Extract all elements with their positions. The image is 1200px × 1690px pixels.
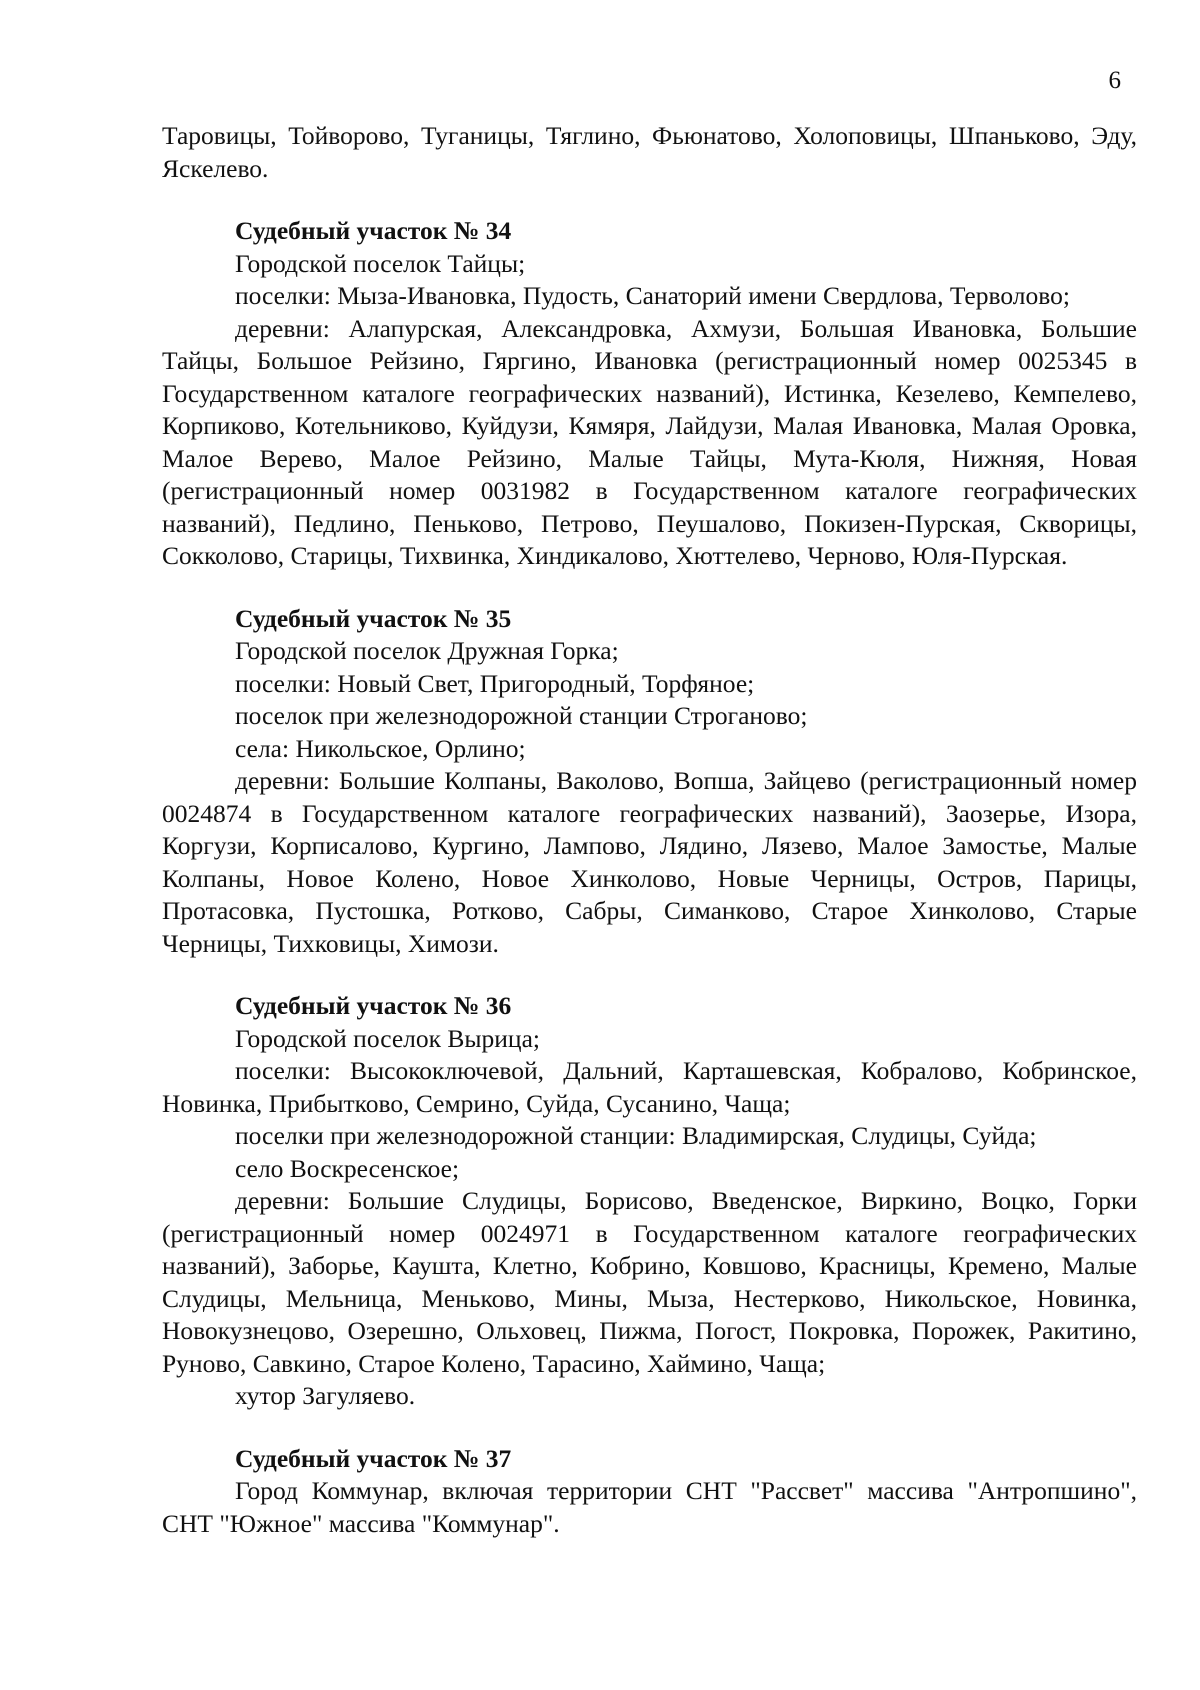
paragraph: поселки: Новый Свет, Пригородный, Торфяное; bbox=[235, 668, 755, 698]
paragraph: деревни: Алапурская, Александровка, Ахмузи, Большая Ивановка, Большие Тайцы, Большое Рейзино, Гяргино, Ивановка (регистрационный номер 0025345 в Государственном каталоге географических названий), Истинка, Кезелево, Кемпелево, Корпиково, Котельниково, Куйдузи, Кямяря, Лайдузи, Малая Ивановка, Малая Оровка, Малое Верево, Малое Рейзино, Малые Тайцы, Мута-Кюля, Нижняя, Новая (регистрационный номер 0031982 в Государственном каталоге географических названий), Педлино, Пеньково, Петрово, Пеушалово, Покизен-Пурская, Скворицы, Сокколово, Старицы, Тихвинка, Хиндикалово, Хюттелево, Черново, Юля-Пурская. bbox=[162, 313, 1137, 570]
paragraph: села: Никольское, Орлино; bbox=[235, 733, 526, 763]
document-body bbox=[162, 120, 1137, 1540]
section-34 bbox=[162, 215, 1137, 573]
section-36 bbox=[162, 990, 1137, 1413]
section-35 bbox=[162, 603, 1137, 961]
paragraph: Город Коммунар, включая территории СНТ "Рассвет" массива "Антропшино", СНТ "Южное" массива "Коммунар". bbox=[162, 1476, 1137, 1538]
page-number: 6 bbox=[1108, 67, 1121, 94]
section-37 bbox=[162, 1443, 1137, 1541]
paragraph: хутор Загуляево. bbox=[235, 1381, 416, 1410]
paragraph: поселки: Высокоключевой, Дальний, Карташевская, Кобралово, Кобринское, Новинка, Прибытково, Семрино, Суйда, Сусанино, Чаща; bbox=[162, 1056, 1137, 1118]
section-title: Судебный участок № 37 bbox=[235, 1443, 512, 1473]
paragraph: Городской поселок Вырица; bbox=[235, 1023, 540, 1053]
paragraph: поселок при железнодорожной станции Строганово; bbox=[235, 701, 808, 730]
paragraph: Городской поселок Тайцы; bbox=[235, 248, 526, 278]
paragraph: село Воскресенское; bbox=[235, 1153, 460, 1183]
section-title: Судебный участок № 36 bbox=[235, 991, 512, 1020]
paragraph: деревни: Большие Колпаны, Ваколово, Вопша, Зайцево (регистрационный номер 0024874 в Государственном каталоге географических названий), Заозерье, Изора, Коргузи, Корписалово, Кургино, Лампово, Лядино, Лязево, Малое Замостье, Малые Колпаны, Новое Колено, Новое Хинколово, Новые Черницы, Остров, Парицы, Протасовка, Пустошка, Ротково, Сабры, Симанково, Старое Хинколово, Старые Черницы, Тихковицы, Химози. bbox=[162, 766, 1137, 958]
paragraph: поселки при железнодорожной станции: Владимирская, Слудицы, Суйда; bbox=[235, 1121, 1037, 1150]
section-title: Судебный участок № 35 bbox=[235, 603, 512, 633]
section-title: Судебный участок № 34 bbox=[235, 216, 512, 245]
intro-paragraph: Таровицы, Тойворово, Туганицы, Тяглино, Фьюнатово, Холоповицы, Шпаньково, Эду, Яскелево. bbox=[162, 121, 1137, 183]
paragraph: деревни: Большие Слудицы, Борисово, Введенское, Виркино, Воцко, Горки (регистрационный номер 0024971 в Государственном каталоге географических названий), Заборье, Каушта, Клетно, Кобрино, Ковшово, Красницы, Кремено, Малые Слудицы, Мельница, Меньково, Мины, Мыза, Нестерково, Никольское, Новинка, Новокузнецово, Озерешно, Ольховец, Пижма, Погост, Покровка, Порожек, Ракитино, Руново, Савкино, Старое Колено, Тарасино, Хаймино, Чаща; bbox=[162, 1186, 1137, 1378]
paragraph: поселки: Мыза-Ивановка, Пудость, Санаторий имени Свердлова, Терволово; bbox=[235, 281, 1070, 310]
paragraph: Городской поселок Дружная Горка; bbox=[235, 636, 619, 665]
